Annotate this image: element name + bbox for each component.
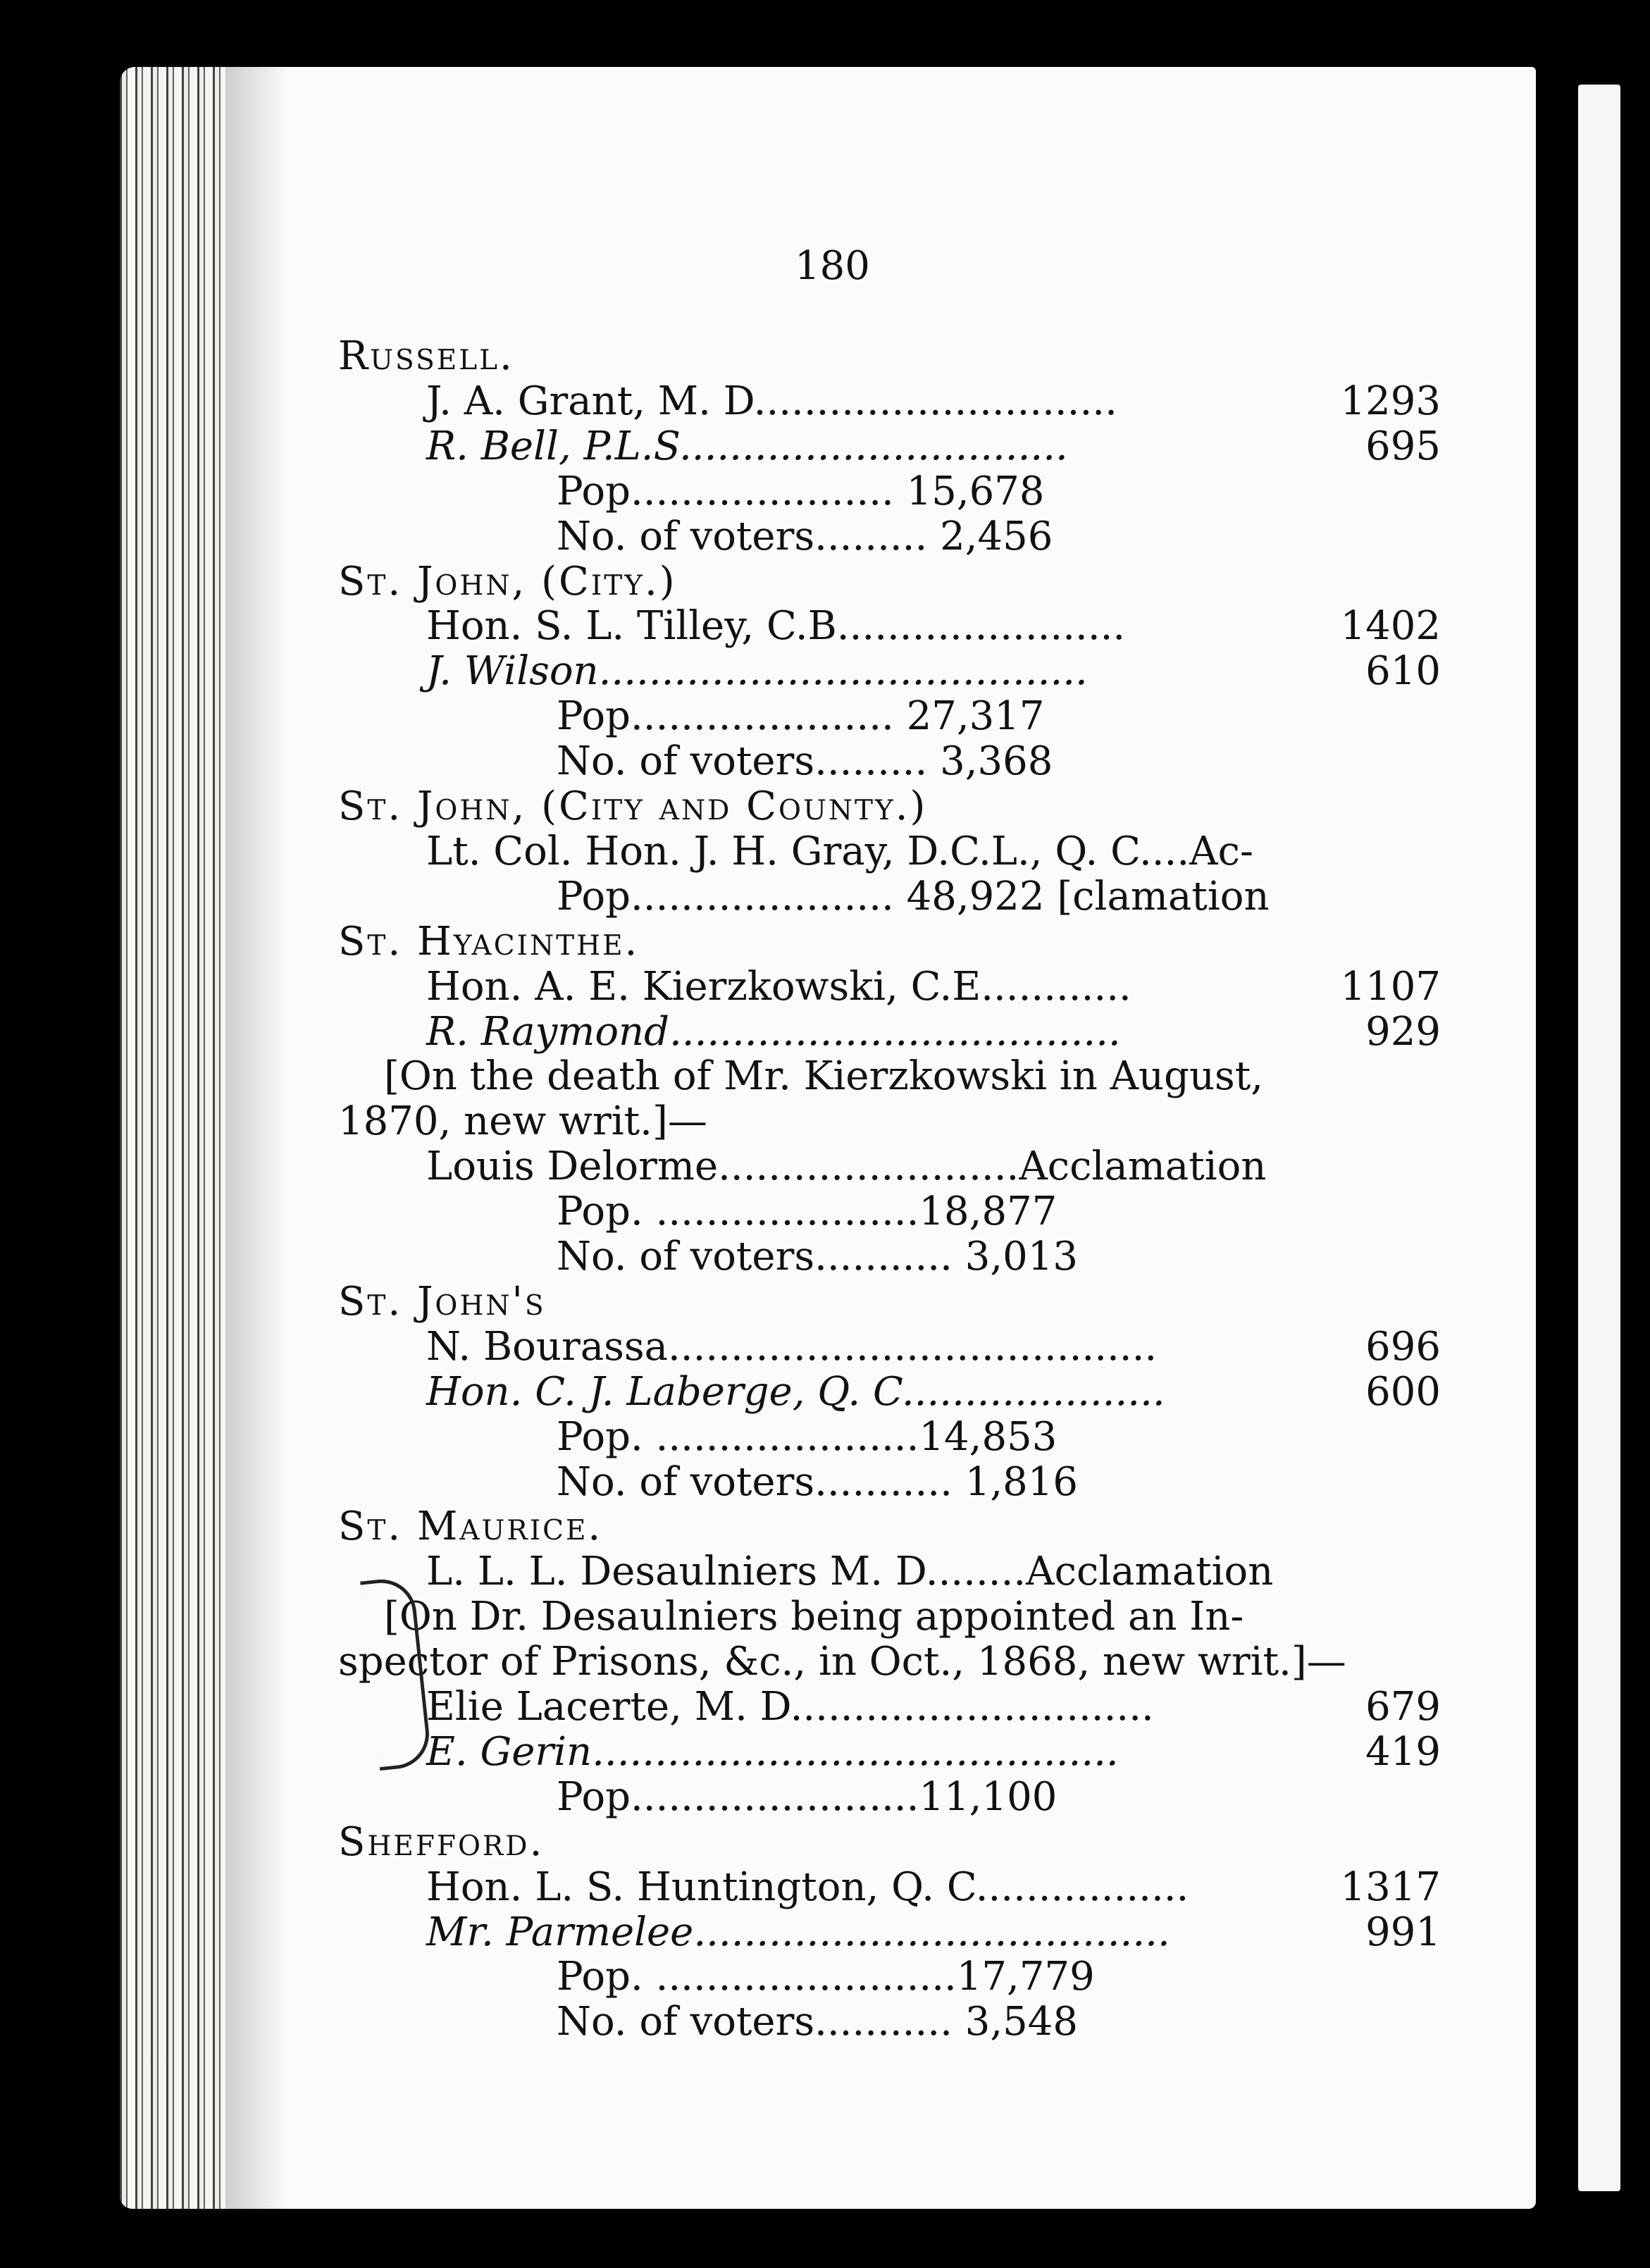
vote-count: 1107 [1340,963,1441,1010]
member-line: Elie Lacerte, M. D............................. [426,1684,1154,1730]
gutter-shadow [225,67,289,2209]
note-cont-line: 1870, new writ.]— [338,1098,707,1145]
member-line: Lt. Col. Hon. J. H. Gray, D.C.L., Q. C....Ac- [426,828,1253,874]
binding-shadow [1536,67,1578,2209]
facing-page-edge [1578,85,1620,2191]
member-line: Hon. S. L. Tilley, C.B....................... [426,603,1126,650]
note-line: [On the death of Mr. Kierzkowski in August, [384,1053,1264,1100]
stat-line: Pop..................... 27,317 [557,693,1045,740]
member-line: J. A. Grant, M. D............................. [426,378,1117,424]
vote-count: 1402 [1340,603,1441,650]
vote-count: 610 [1365,648,1441,695]
heading-line: Russell. [338,333,514,379]
stat-line: Pop. .....................18,877 [557,1189,1057,1235]
vote-count: 679 [1365,1684,1441,1730]
vote-count: 695 [1365,423,1441,469]
heading-line: Shefford. [338,1818,545,1865]
stat-line: Pop..................... 48,922 [clamation [557,873,1270,919]
vote-count: 600 [1365,1368,1441,1415]
member-line: Hon. L. S. Huntington, Q. C................. [426,1864,1189,1910]
vote-count: 991 [1365,1909,1441,1955]
member-italic-line: R. Bell, P.L.S............................... [426,423,1068,469]
stat-line: No. of voters........... 3,548 [557,1999,1079,2045]
member-line: N. Bourassa....................................... [426,1323,1158,1370]
page-gutter [120,67,225,2209]
stat-line: No. of voters........... 3,013 [557,1234,1079,1279]
member-italic-line: Hon. C. J. Laberge, Q. C..................... [426,1368,1165,1415]
stat-line: Pop..................... 15,678 [557,468,1045,514]
stat-line: Pop. ........................17,779 [557,1954,1095,2000]
member-italic-line: J. Wilson....................................... [426,648,1088,695]
vote-count: 1317 [1340,1864,1441,1910]
book-page [120,67,1536,2209]
stat-line: No. of voters......... 2,456 [557,513,1053,559]
stat-line: Pop.......................11,100 [557,1773,1057,1820]
member-line: L. L. L. Desaulniers M. D........Acclamation [426,1549,1274,1595]
note-cont-line: spector of Prisons, &c., in Oct., 1868, new writ.]— [338,1639,1346,1685]
heading-line: St. John, (City and County.) [338,783,928,829]
page-number: 180 [795,243,870,289]
note-line: [On Dr. Desaulniers being appointed an In- [384,1594,1244,1640]
heading-line: St. Maurice. [338,1504,603,1550]
member-italic-line: R. Raymond.................................... [426,1008,1121,1055]
vote-count: 419 [1365,1728,1441,1775]
heading-line: St. John's [338,1278,546,1325]
vote-count: 696 [1365,1323,1441,1370]
vote-count: 1293 [1340,378,1441,424]
member-line: Hon. A. E. Kierzkowski, C.E............ [426,963,1131,1010]
stat-line: Pop. .....................14,853 [557,1413,1057,1460]
heading-line: St. Hyacinthe. [338,918,640,965]
vote-count: 929 [1365,1008,1441,1055]
member-line: Louis Delorme........................Acclamation [426,1144,1267,1190]
member-italic-line: Mr. Parmelee...................................... [426,1909,1170,1955]
stat-line: No. of voters........... 1,816 [557,1458,1079,1505]
stat-line: No. of voters......... 3,368 [557,738,1053,785]
member-italic-line: E. Gerin.......................................... [426,1728,1119,1775]
heading-line: St. John, (City.) [338,558,677,605]
